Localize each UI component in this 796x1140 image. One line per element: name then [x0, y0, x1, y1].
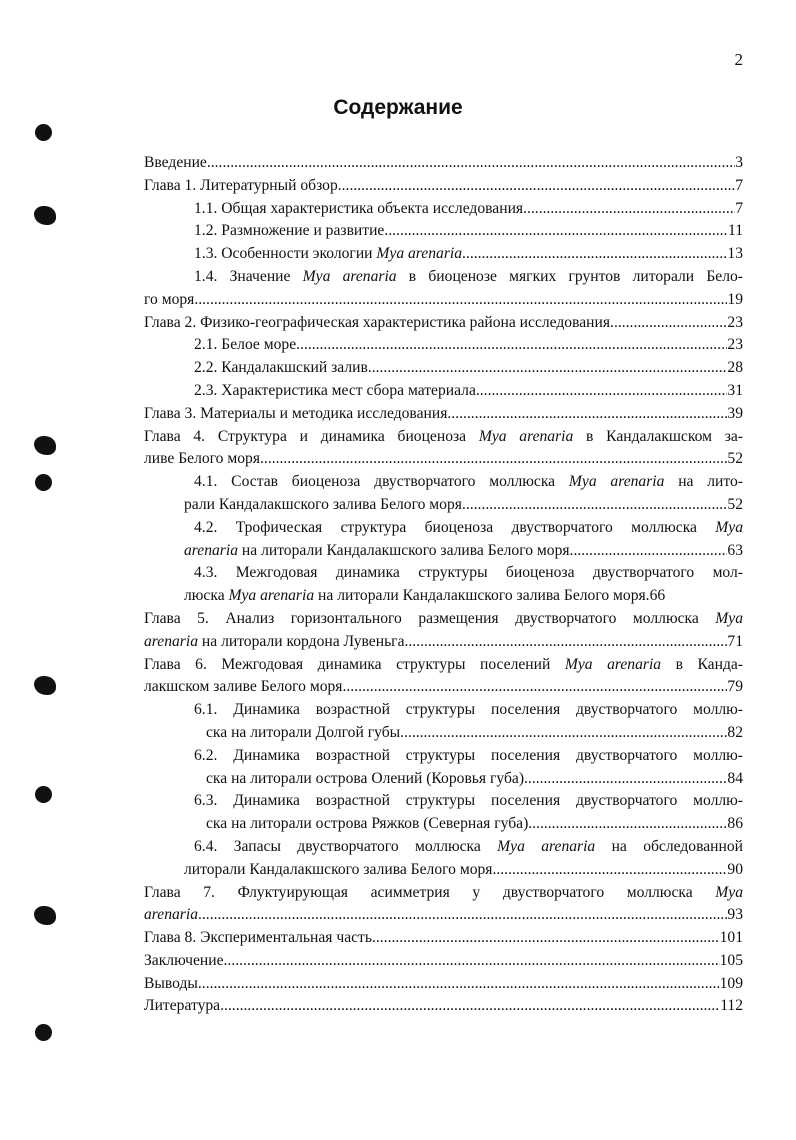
- binder-hole: [35, 786, 52, 803]
- toc-entry-chapter-1[interactable]: Глава 1. Литературный обзор ..... 7: [144, 175, 743, 198]
- toc-entry-chapter-7[interactable]: Глава 7. Флуктуирующая асимметрия у двустворчатого моллюска Mya arenaria ..... 93: [144, 882, 743, 928]
- toc-entry-section-6-3[interactable]: 6.3. Динамика возрастной структуры поселения двустворчатого моллю- ска на литорали острова Ряжков (Северная губа) ..... 86: [144, 790, 743, 836]
- toc-entry-chapter-3[interactable]: Глава 3. Материалы и методика исследования ..... 39: [144, 403, 743, 426]
- toc-entry-section-1-4[interactable]: 1.4. Значение Mya arenaria в биоценозе мягких грунтов литорали Бело- го моря ..... 19: [144, 266, 743, 312]
- toc-entry-section-4-3[interactable]: 4.3. Межгодовая динамика структуры биоценоза двустворчатого мол- люска Mya arenaria на литорали Кандалакшского залива Белого моря. 66: [184, 564, 743, 605]
- toc-entry-chapter-6[interactable]: Глава 6. Межгодовая динамика структуры поселений Mya arenaria в Канда- лакшском заливе Белого моря ..... 79: [144, 654, 743, 700]
- toc-entry-intro[interactable]: Введение ..... 3: [144, 152, 743, 175]
- binder-hole: [34, 436, 56, 455]
- page-number: 2: [734, 50, 743, 69]
- toc-entry-chapter-5[interactable]: Глава 5. Анализ горизонтального размещения двустворчатого моллюска Mya arenaria на литорали кордона Лувеньга ..... 71: [144, 608, 743, 654]
- binder-hole: [34, 206, 56, 225]
- toc-entry-section-6-1[interactable]: 6.1. Динамика возрастной структуры поселения двустворчатого моллю- ска на литорали Долгой губы ..... 82: [144, 699, 743, 745]
- toc-entry-conclusion[interactable]: Заключение ..... 105: [144, 950, 743, 973]
- toc-entry-section-6-4[interactable]: 6.4. Запасы двустворчатого моллюска Mya arenaria на обследованной литорали Кандалакшского залива Белого моря ..... 90: [144, 836, 743, 882]
- binder-hole: [34, 676, 56, 695]
- toc-entry-section-4-1[interactable]: 4.1. Состав биоценоза двустворчатого моллюска Mya arenaria на лито- рали Кандалакшского залива Белого моря ..... 52: [144, 471, 743, 517]
- toc-entry-chapter-4[interactable]: Глава 4. Структура и динамика биоценоза Mya arenaria в Кандалакшском за- ливе Белого моря ..... 52: [144, 426, 743, 472]
- binder-hole: [35, 474, 52, 491]
- toc-entry-section-4-2[interactable]: 4.2. Трофическая структура биоценоза двустворчатого моллюска Mya arenaria на литорали Кандалакшского залива Белого моря ..... 63: [144, 517, 743, 563]
- toc-entry-section-1-2[interactable]: 1.2. Размножение и развитие ..... 11: [144, 220, 743, 243]
- page-title: Содержание: [333, 96, 463, 119]
- toc-entry-findings[interactable]: Выводы ..... 109: [144, 973, 743, 996]
- toc-entry-section-2-3[interactable]: 2.3. Характеристика мест сбора материала ..... 31: [144, 380, 743, 403]
- toc-entry-section-6-2[interactable]: 6.2. Динамика возрастной структуры поселения двустворчатого моллю- ска на литорали острова Олений (Коровья губа) ..... 84: [144, 745, 743, 791]
- toc-entry-literature[interactable]: Литература ..... 112: [144, 995, 743, 1018]
- toc-entry-chapter-8[interactable]: Глава 8. Экспериментальная часть ..... 101: [144, 927, 743, 950]
- toc-entry-section-2-2[interactable]: 2.2. Кандалакшский залив ..... 28: [144, 357, 743, 380]
- toc-entry-section-2-1[interactable]: 2.1. Белое море ..... 23: [144, 334, 743, 357]
- binder-hole: [35, 1024, 52, 1041]
- toc-entry-chapter-2[interactable]: Глава 2. Физико-географическая характеристика района исследования ..... 23: [144, 312, 743, 335]
- binder-hole: [34, 906, 56, 925]
- toc-entry-section-1-3[interactable]: 1.3. Особенности экологии Mya arenaria ..... 13: [144, 243, 743, 266]
- toc-entry-section-1-1[interactable]: 1.1. Общая характеристика объекта исследования ..... 7: [144, 198, 743, 221]
- table-of-contents: [144, 152, 743, 1018]
- binder-hole: [35, 124, 52, 141]
